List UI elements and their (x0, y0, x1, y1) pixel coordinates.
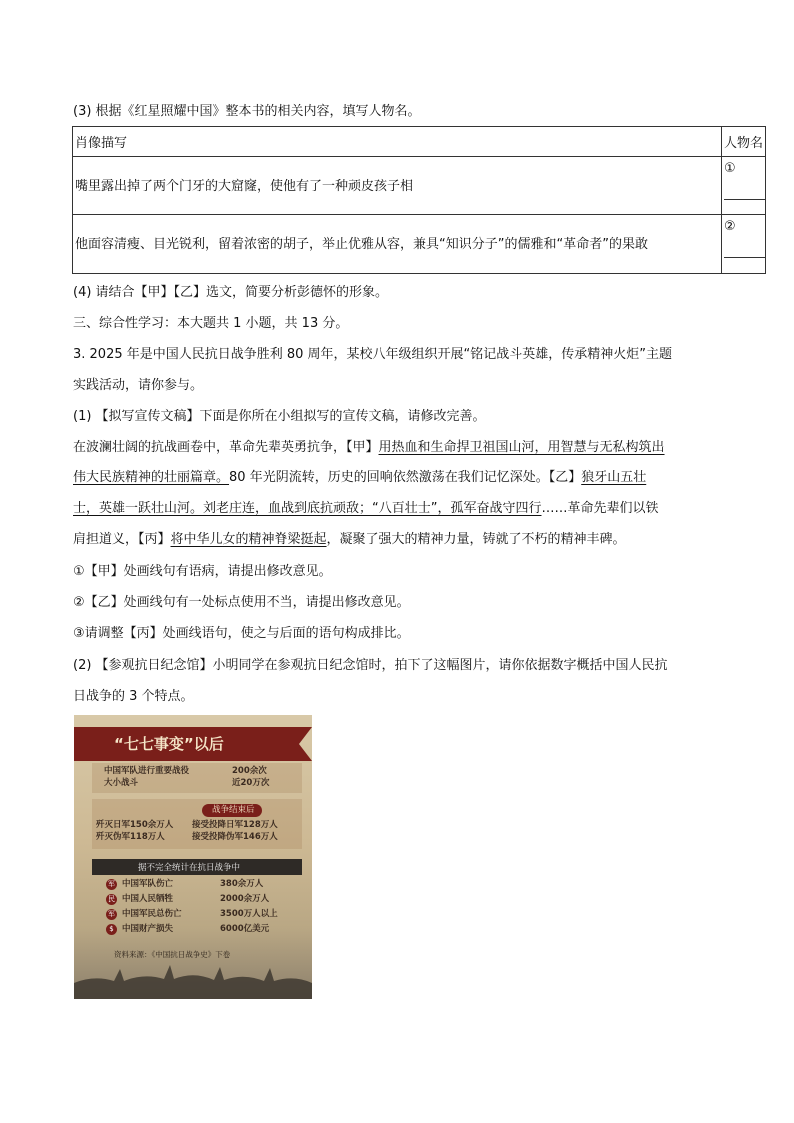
statistics-header-bar (92, 859, 302, 875)
sub-question-2: (2) 【参观抗日纪念馆】小明同学在参观抗日纪念馆时，拍下了这幅图片，请你依据数字概括中国人民抗 (73, 658, 668, 673)
underlined-sentence-yi-cont: 士，英雄一跃壮山河。刘老庄连，血战到底抗顽敌；“八百壮士”，孤军奋战守四行 (73, 501, 542, 516)
portrait-text-1: 嘴里露出掉了两个门牙的大窟窿，使他有了一种顽皮孩子相 (75, 179, 414, 194)
passage-line-4 (73, 530, 626, 550)
surrender-puppet: 接受投降伪军146万人 (192, 832, 278, 842)
museum-poster-image (74, 715, 312, 999)
question-3-3: (3) 根据《红星照耀中国》整本书的相关内容，填写人物名。 (73, 104, 421, 119)
column-divider (721, 127, 722, 273)
loss-label: 中国人民牺牲 (122, 894, 174, 904)
poster-source: 资料来源：《中国抗日战争史》下卷 (114, 950, 231, 959)
poster-title: “七七事变”以后 (114, 735, 224, 753)
passage-line-1 (73, 438, 665, 458)
answer-marker-1: ① (724, 161, 736, 176)
passage-text: ，凝聚了强大的精神力量，铸就了不朽的精神丰碑。 (326, 532, 626, 547)
loss-value: 6000亿美元 (220, 924, 270, 934)
surrender-japanese: 接受投降日军128万人 (192, 820, 278, 830)
underlined-sentence-jia: 用热血和生命捍卫祖国山河，用智慧与无私构筑出 (378, 440, 665, 455)
battle-label-2: 大小战斗 (104, 778, 139, 788)
underlined-sentence-bing: 将中华儿女的精神脊梁挺起 (170, 532, 327, 547)
task-1: ①【甲】处画线句有语病，请提出修改意见。 (73, 564, 332, 579)
question-3-4: (4) 请结合【甲】【乙】选文，简要分析彭德怀的形象。 (73, 285, 389, 300)
statistics-header: 据不完全统计在抗日战争中 (138, 863, 241, 873)
passage-text: 在波澜壮阔的抗战画卷中，革命先辈英勇抗争，【甲】 (73, 440, 379, 455)
table-header-row (73, 127, 765, 157)
table-header-name: 人物名 (724, 136, 764, 151)
kill-puppet: 歼灭伪军118万人 (96, 832, 165, 842)
portrait-text-2: 他面容清瘦、目光锐利，留着浓密的胡子，举止优雅从容，兼具“知识分子”的儒雅和“革命者”的果敢 (75, 237, 648, 252)
passage-text: 肩担道义，【丙】 (73, 532, 171, 547)
underlined-sentence-yi: 狼牙山五壮 (581, 470, 647, 485)
answer-blank-1[interactable] (724, 199, 766, 200)
passage-text: 80 年光阴流转，历史的回响依然激荡在我们记忆深处。【乙】 (229, 470, 582, 485)
loss-value: 2000余万人 (220, 894, 270, 904)
question-3-intro-cont: 实践活动，请你参与。 (73, 378, 204, 393)
poster-banner (74, 727, 299, 761)
passage-line-3 (73, 499, 659, 519)
task-2: ②【乙】处画线句有一处标点使用不当，请提出修改意见。 (73, 595, 410, 610)
answer-blank-2[interactable] (724, 257, 766, 258)
loss-label: 中国军队伤亡 (122, 879, 174, 889)
passage-line-2 (73, 468, 646, 488)
table-row (73, 215, 765, 273)
sub-question-1: (1) 【拟写宣传文稿】下面是你所在小组拟写的宣传文稿，请修改完善。 (73, 409, 486, 424)
sub-question-2-cont: 日战争的 3 个特点。 (73, 689, 194, 704)
military-icon: 军 (108, 880, 115, 888)
civilian-icon: 民 (108, 895, 115, 903)
after-war-pill (202, 804, 262, 817)
answer-marker-2: ② (724, 219, 736, 234)
question-3-intro: 3. 2025 年是中国人民抗日战争胜利 80 周年，某校八年级组织开展“铭记战斗英雄，传承精神火炬”主题 (73, 347, 673, 362)
battle-label-1: 中国军队进行重要战役 (104, 766, 190, 776)
portrait-table (72, 126, 766, 274)
soldiers-silhouette-icon (74, 953, 312, 999)
kill-japanese: 歼灭日军150余万人 (96, 820, 174, 830)
loss-value: 380余万人 (220, 879, 264, 889)
passage-text: ……革命先辈们以铁 (541, 501, 659, 516)
after-war-label: 战争结束后 (212, 805, 255, 815)
dollar-icon: $ (106, 924, 117, 935)
loss-label: 中国军民总伤亡 (122, 909, 182, 919)
battle-value-1: 200余次 (232, 766, 267, 776)
task-3: ③请调整【丙】处画线语句，使之与后面的语句构成排比。 (73, 626, 410, 641)
table-header-portrait: 肖像描写 (75, 136, 128, 151)
section-heading: 三、综合性学习：本大题共 1 小题，共 13 分。 (73, 316, 349, 331)
military-civilian-icon: 军 (108, 910, 115, 918)
battle-value-2: 近20万次 (232, 778, 270, 788)
loss-value: 3500万人以上 (220, 909, 278, 919)
table-row (73, 157, 765, 215)
underlined-sentence-jia-end: 伟大民族精神的壮丽篇章。 (73, 470, 230, 485)
loss-label: 中国财产损失 (122, 924, 174, 934)
